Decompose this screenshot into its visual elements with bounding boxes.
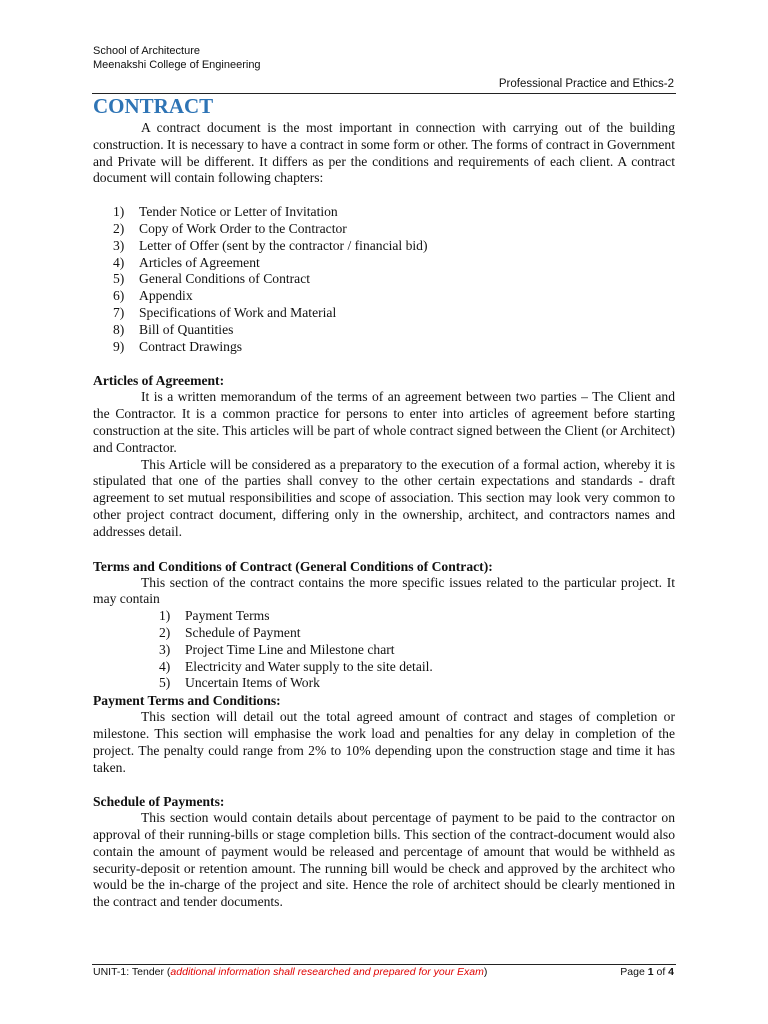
chapter-item: 9) Contract Drawings — [113, 338, 243, 354]
page-number: Page 1 of 4 — [620, 966, 674, 978]
footer-note: additional information shall researched and prepared for your Exam — [170, 966, 484, 978]
schedule-heading: Schedule of Payments: — [93, 794, 225, 810]
payment-paragraph: This section will detail out the total agreed amount of contract and stages of completion or milestone. This section will emphasise the work load and penalties for any delay in completion of the project. The penalty could range from 2% to 10% depending upon the construction stage and time it has taken. — [93, 709, 675, 775]
articles-paragraph-2: This Article will be considered as a preparatory to the execution of a formal action, whereby it is stipulated that one of the parties shall convey to the other certain expectations and standards - draft agreement to set mutual responsibilities and scope of association. This section may look very common to other project contract document, differing only in the ownership, architect, and contractors names and addresses detail. — [93, 456, 675, 539]
terms-item: 1) Payment Terms — [159, 608, 270, 624]
terms-item: 2) Schedule of Payment — [159, 624, 301, 640]
terms-heading: Terms and Conditions of Contract (General Conditions of Contract): — [93, 558, 493, 574]
chapters-list — [93, 204, 675, 355]
terms-item: 5) Uncertain Items of Work — [159, 675, 320, 691]
chapter-item: 4) Articles of Agreement — [113, 254, 260, 270]
document-body — [93, 92, 675, 911]
terms-list — [93, 608, 675, 692]
page-footer — [93, 966, 674, 978]
schedule-paragraph: This section would contain details about percentage of payment to be paid to the contractor on approval of their running-bills or stage completion bills. This section of the contract-document would also contain the amount of payment would be released and percentage of amount that would be withheld as security-deposit or retention amount. The running bill would be check and approved by the architect who would be the in-charge of the project and site. Hence the role of architect should be clearly mentioned in the contract and tender documents. — [93, 810, 675, 910]
intro-paragraph: A contract document is the most important in connection with carrying out of the building construction. It is necessary to have a contract in some form or other. The forms of contract in Government and Private will be different. It differs as per the conditions and requirements of each client. A contract document will contain following chapters: — [93, 120, 675, 186]
articles-heading: Articles of Agreement: — [93, 373, 225, 389]
terms-item: 3) Project Time Line and Milestone chart — [159, 641, 395, 657]
footer-divider — [92, 964, 676, 965]
chapter-item: 8) Bill of Quantities — [113, 321, 234, 337]
footer-unit: UNIT-1: Tender (additional information shall researched and prepared for your Exam) — [93, 966, 488, 978]
school-name: School of Architecture — [93, 45, 201, 57]
page-title: CONTRACT — [93, 94, 214, 118]
chapter-item: 1) Tender Notice or Letter of Invitation — [113, 204, 338, 220]
chapter-item: 2) Copy of Work Order to the Contractor — [113, 220, 347, 236]
chapter-item: 3) Letter of Offer (sent by the contractor / financial bid) — [113, 237, 428, 253]
chapter-item: 5) General Conditions of Contract — [113, 271, 311, 287]
header-institution — [93, 44, 261, 72]
college-name: Meenakshi College of Engineering — [93, 59, 261, 71]
payment-heading: Payment Terms and Conditions: — [93, 693, 281, 709]
terms-item: 4) Electricity and Water supply to the site detail. — [159, 658, 433, 674]
articles-paragraph-1: It is a written memorandum of the terms of an agreement between two parties – The Client and the Contractor. It is a common practice for persons to enter into articles of agreement before starting construction at the site. This articles will be part of whole contract signed between the Client (or Architect) and Contractor. — [93, 389, 675, 455]
course-title: Professional Practice and Ethics-2 — [498, 78, 674, 90]
chapter-item: 7) Specifications of Work and Material — [113, 304, 337, 320]
terms-paragraph: This section of the contract contains the more specific issues related to the particular project. It may contain — [93, 574, 675, 607]
chapter-item: 6) Appendix — [113, 288, 193, 304]
